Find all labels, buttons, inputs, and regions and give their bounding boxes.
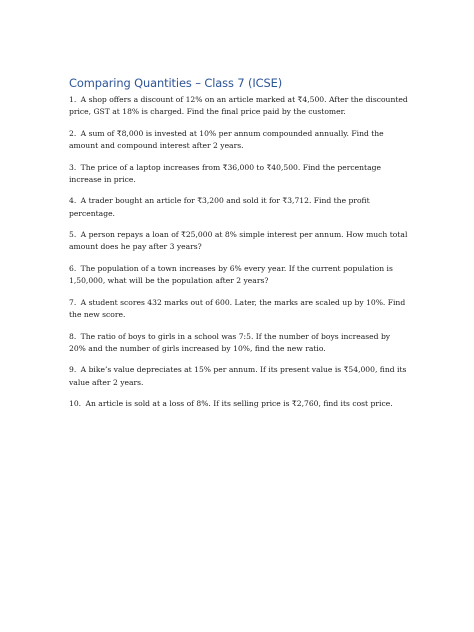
question-number: 5. <box>69 230 77 240</box>
question-item <box>69 398 409 410</box>
question-number: 10. <box>69 399 82 409</box>
question-number: 8. <box>69 331 77 341</box>
question-number: 3. <box>69 162 77 172</box>
question-item <box>69 229 409 253</box>
question-number: 6. <box>69 263 77 273</box>
question-text: A student scores 432 marks out of 600. Later, the marks are scaled up by 10%. Find the new score. <box>69 297 406 319</box>
document-content <box>69 76 409 420</box>
question-number: 9. <box>69 365 77 375</box>
document-title: Comparing Quantities – Class 7 (ICSE) <box>69 76 283 90</box>
question-number: 7. <box>69 297 77 307</box>
question-text: A trader bought an article for ₹3,200 and sold it for ₹3,712. Find the profit percentage. <box>69 196 370 218</box>
question-item <box>69 364 409 388</box>
question-text: A shop offers a discount of 12% on an article marked at ₹4,500. After the discounted price, GST at 18% is charged. Find the final price paid by the customer. <box>69 95 408 117</box>
question-item <box>69 162 409 186</box>
question-text: A sum of ₹8,000 is invested at 10% per annum compounded annually. Find the amount and compound interest after 2 years. <box>69 128 384 150</box>
question-item <box>69 94 409 118</box>
question-item <box>69 195 409 219</box>
question-number: 2. <box>69 128 77 138</box>
question-text: The population of a town increases by 6% every year. If the current population is 1,50,000, what will be the population after 2 years? <box>69 263 393 286</box>
question-item <box>69 297 409 321</box>
question-text: A person repays a loan of ₹25,000 at 8% simple interest per annum. How much total amount does he pay after 3 years? <box>69 230 408 252</box>
question-item <box>69 331 409 355</box>
question-text: The price of a laptop increases from ₹36,000 to ₹40,500. Find the percentage increase in price. <box>69 162 381 184</box>
question-item <box>69 263 409 287</box>
question-number: 1. <box>69 95 77 104</box>
question-item <box>69 128 409 152</box>
question-number: 4. <box>69 196 77 206</box>
question-text: A bike’s value depreciates at 15% per annum. If its present value is ₹54,000, find its value after 2 years. <box>69 365 407 387</box>
question-text: The ratio of boys to girls in a school was 7:5. If the number of boys increased by 20% and the number of girls increased by 10%, find the new ratio. <box>69 331 391 353</box>
question-text: An article is sold at a loss of 8%. If its selling price is ₹2,760, find its cost price. <box>85 399 393 409</box>
